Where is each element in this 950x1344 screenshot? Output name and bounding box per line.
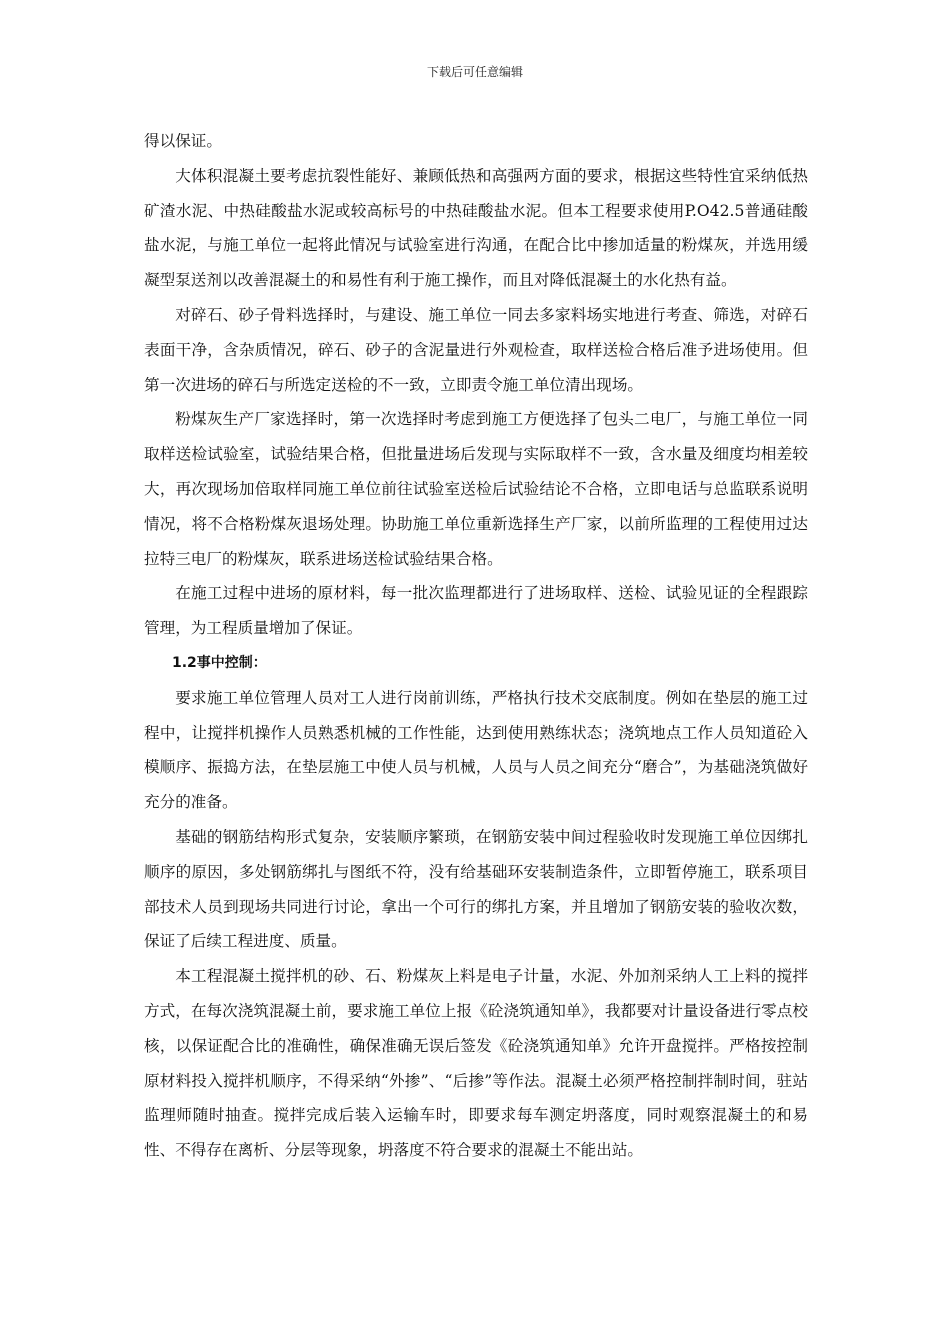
paragraph-fly-ash-selection: 粉煤灰生产厂家选择时，第一次选择时考虑到施工方便选择了包头二电厂，与施工单位一同取样送检试验室，试验结果合格，但批量进场后发现与实际取样不一致，含水量及细度均相差较大，再次现场加倍取样同施工单位前往试验室送检后试验结论不合格，立即电话与总监联系说明情况，将不合格粉煤灰退场处理。协助施工单位重新选择生产厂家，以前所监理的工程使用过达拉特三电厂的粉煤灰，联系进场送检试验结果合格。 [144, 410, 808, 568]
paragraph-cement-selection: 大体积混凝土要考虑抗裂性能好、兼顾低热和高强两方面的要求，根据这些特性宜采纳低热矿渣水泥、中热硅酸盐水泥或较高标号的中热硅酸盐水泥。但本工程要求使用P.O42.5普通硅酸盐水泥，与施工单位一起将此情况与试验室进行沟通，在配合比中掺加适量的粉煤灰，并选用缓凝型泵送剂以改善混凝土的和易性有利于施工操作，而且对降低混凝土的水化热有益。 [144, 166, 808, 290]
page-header: 下载后可任意编辑 [426, 65, 523, 79]
paragraph-aggregate-selection: 对碎石、砂子骨料选择时，与建设、施工单位一同去多家料场实地进行考查、筛选，对碎石表面干净，含杂质情况，碎石、砂子的含泥量进行外观检查，取样送检合格后准予进场使用。但第一次进场的碎石与所选定送检的不一致，立即责令施工单位清出现场。 [144, 305, 808, 394]
paragraph-continuation: 得以保证。 [144, 132, 222, 150]
paragraph-material-tracking: 在施工过程中进场的原材料，每一批次监理都进行了进场取样、送检、试验见证的全程跟踪管理，为工程质量增加了保证。 [144, 584, 808, 638]
section-heading: 1.2事中控制： [172, 654, 267, 671]
paragraph-rebar-inspection: 基础的钢筋结构形式复杂，安装顺序繁琐，在钢筋安装中间过程验收时发现施工单位因绑扎顺序的原因，多处钢筋绑扎与图纸不符，没有给基础环安装制造条件，立即暂停施工，联系项目部技术人员到现场共同进行讨论，拿出一个可行的绑扎方案，并且增加了钢筋安装的验收次数，保证了后续工程进度、质量。 [144, 827, 808, 951]
paragraph-worker-training: 要求施工单位管理人员对工人进行岗前训练，严格执行技术交底制度。例如在垫层的施工过程中，让搅拌机操作人员熟悉机械的工作性能，达到使用熟练状态；浇筑地点工作人员知道砼入模顺序、振捣方法，在垫层施工中使人员与机械，人员与人员之间充分“磨合”，为基础浇筑做好充分的准备。 [144, 688, 808, 812]
document-body [144, 124, 808, 1168]
paragraph-concrete-mixing: 本工程混凝土搅拌机的砂、石、粉煤灰上料是电子计量，水泥、外加剂采纳人工上料的搅拌方式，在每次浇筑混凝土前，要求施工单位上报《砼浇筑通知单》，我都要对计量设备进行零点校核，以保证配合比的准确性，确保准确无误后签发《砼浇筑通知单》允许开盘搅拌。严格按控制原材料投入搅拌机顺序，不得采纳“外掺”、“后掺”等作法。混凝土必须严格控制拌制时间，驻站监理师随时抽查。搅拌完成后装入运输车时，即要求每车测定坍落度，同时观察混凝土的和易性、不得存在离析、分层等现象，坍落度不符合要求的混凝土不能出站。 [144, 967, 808, 1160]
